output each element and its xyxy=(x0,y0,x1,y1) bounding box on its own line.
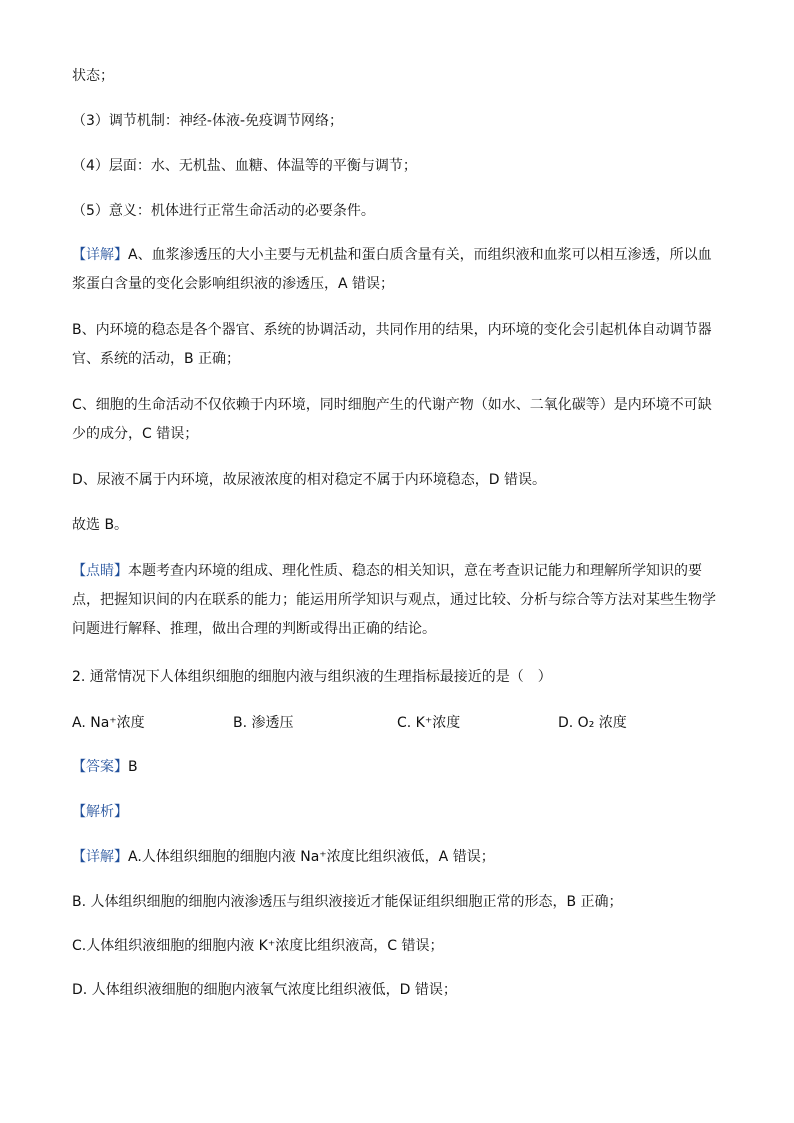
comment-text: 本题考查内环境的组成、理化性质、稳态的相关知识，意在考查识记能力和理解所学知识的要点，把握知识间的内在联系的能力；能运用所学知识与观点，通过比较、分析与综合等方法对某些生物学问题进行解释、推理，做出合理的判断或得出正确的结论。 xyxy=(72,563,716,637)
detail-tag: 【详解】 xyxy=(72,247,128,263)
detail-paragraph-a xyxy=(72,241,720,299)
answer-tag: 【答案】 xyxy=(72,759,128,775)
analysis-line xyxy=(72,798,732,827)
text-line: （4）层面：水、无机盐、血糖、体温等的平衡与调节； xyxy=(72,158,417,174)
detail-paragraph-d: D、尿液不属于内环境，故尿液浓度的相对稳定不属于内环境稳态，D 错误。 xyxy=(72,472,547,488)
detail-paragraph-c: C、细胞的生命活动不仅依赖于内环境，同时细胞产生的代谢产物（如水、二氧化碳等）是内环境不可缺少的成分，C 错误； xyxy=(72,397,712,442)
text-line: （3）调节机制：神经-体液-免疫调节网络； xyxy=(72,113,344,129)
detail-tag: 【详解】 xyxy=(72,849,128,865)
option-c: C. K⁺浓度 xyxy=(397,715,461,731)
comment-paragraph xyxy=(72,557,720,644)
comment-tag: 【点睛】 xyxy=(72,563,128,579)
q2-detail-a xyxy=(72,843,732,872)
answer-line xyxy=(72,753,732,782)
option-d: D. O₂ 浓度 xyxy=(558,715,627,731)
detail-paragraph-b: B、内环境的稳态是各个器官、系统的协调活动，共同作用的结果，内环境的变化会引起机体自动调节器官、系统的活动，B 正确； xyxy=(72,322,712,367)
detail-text: A、血浆渗透压的大小主要与无机盐和蛋白质含量有关，而组织液和血浆可以相互渗透，所以血浆蛋白含量的变化会影响组织液的渗透压，A 错误； xyxy=(72,247,712,292)
q2-detail-b: B. 人体组织细胞的细胞内液渗透压与组织液接近才能保证组织细胞正常的形态，B 正确； xyxy=(72,894,623,910)
answer-value: B xyxy=(128,759,138,775)
option-b: B. 渗透压 xyxy=(233,715,294,731)
text-line: （5）意义：机体进行正常生命活动的必要条件。 xyxy=(72,203,375,219)
q2-detail-c: C.人体组织液细胞的细胞内液 K⁺浓度比组织液高，C 错误； xyxy=(72,938,444,954)
analysis-tag: 【解析】 xyxy=(72,804,128,820)
question-stem: 2. 通常情况下人体组织细胞的细胞内液与组织液的生理指标最接近的是（ ） xyxy=(72,669,552,685)
q2-detail-d: D. 人体组织液细胞的细胞内液氧气浓度比组织液低，D 错误； xyxy=(72,982,457,998)
option-a: A. Na⁺浓度 xyxy=(72,715,145,731)
choose-line: 故选 B。 xyxy=(72,517,129,533)
detail-text: A.人体组织细胞的细胞内液 Na⁺浓度比组织液低，A 错误； xyxy=(128,849,495,865)
text-line: 状态； xyxy=(72,68,114,84)
